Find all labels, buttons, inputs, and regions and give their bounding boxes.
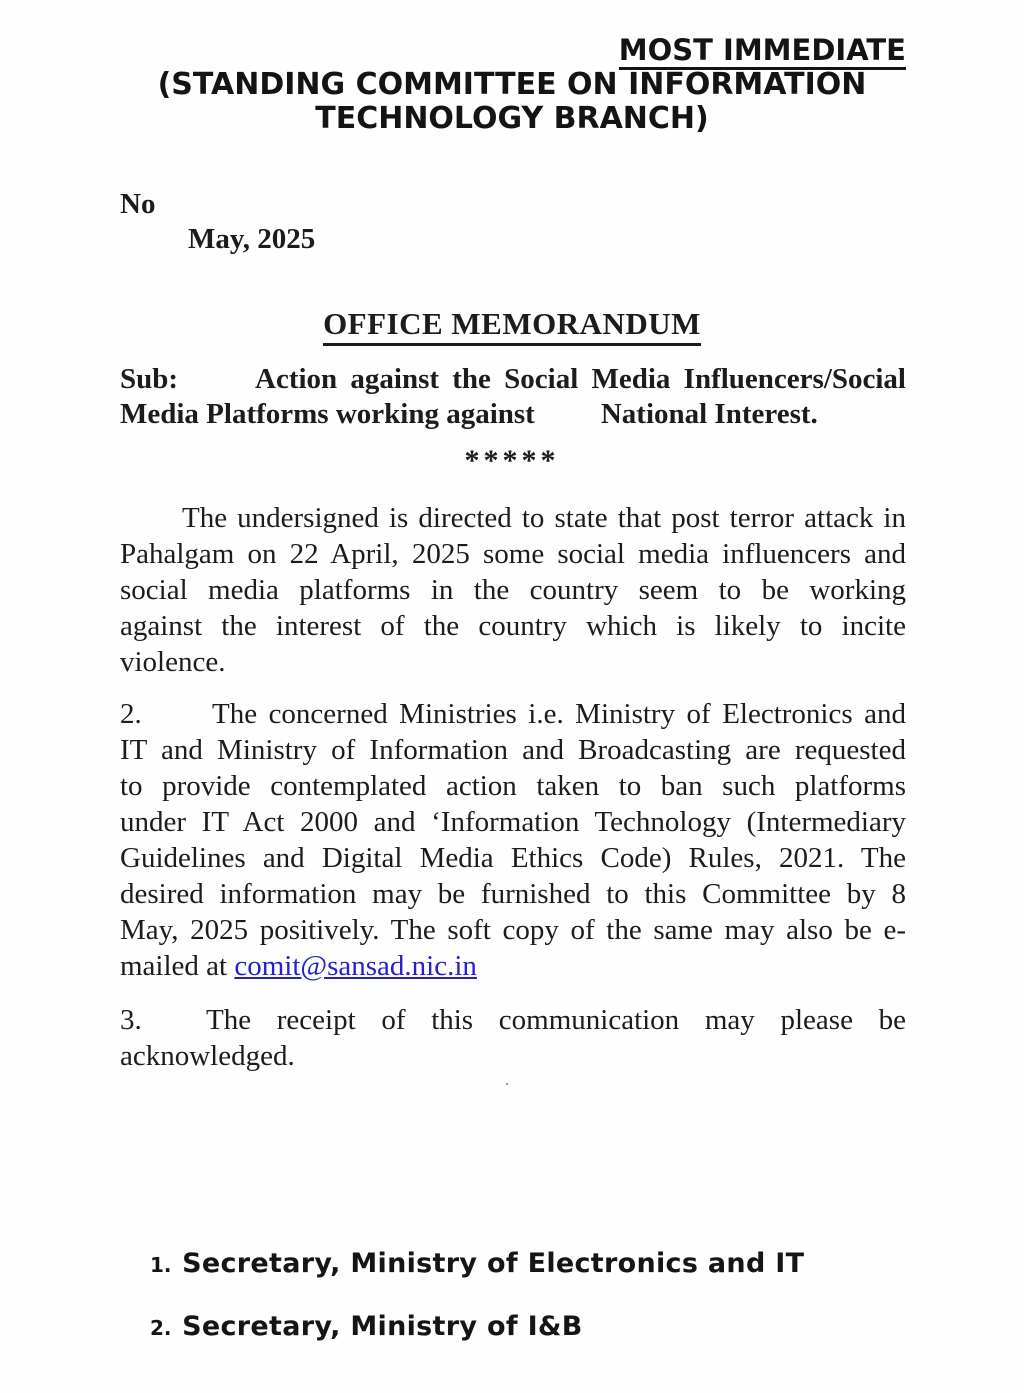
paragraph-3 <box>120 1002 906 1074</box>
memo-title <box>0 306 1024 346</box>
subject-label: Sub: <box>120 363 179 395</box>
paragraph-1-line: Pahalgam on 22 April, 2025 some social media influencers and <box>120 538 906 570</box>
subject-line-1 <box>120 362 906 397</box>
paragraph-2 <box>120 696 906 984</box>
paragraph-2-line <box>120 696 906 732</box>
paragraph-2-line: Guidelines and Digital Media Ethics Code) Rules, 2021. The <box>120 842 906 874</box>
paragraph-2-line: IT and Ministry of Information and Broadcasting are requested <box>120 734 906 766</box>
paragraph-1-line: against the interest of the country which is likely to incite <box>120 610 906 642</box>
paragraph-2-number: 2. <box>120 698 142 730</box>
paragraph-3-number: 3. <box>120 1004 142 1036</box>
recipient-2-number: 2. <box>150 1316 172 1340</box>
paragraph-2-line-text: The concerned Ministries i.e. Ministry of Electronics and <box>212 698 906 730</box>
paragraph-3-line-text: The receipt of this communication may please be <box>206 1004 906 1036</box>
classification-heading <box>619 33 906 70</box>
paragraph-1-line: social media platforms in the country seem to be working <box>120 574 906 606</box>
branch-line-2: TECHNOLOGY BRANCH) <box>315 101 709 136</box>
stray-mark: . <box>505 1072 509 1089</box>
paragraph-2-last-line <box>120 948 906 984</box>
branch-line-1: (STANDING COMMITTEE ON INFORMATION <box>157 67 867 102</box>
recipient-1-number: 1. <box>150 1253 172 1277</box>
date-line: May, 2025 <box>188 223 316 255</box>
subject-gap <box>535 397 601 432</box>
branch-heading <box>0 68 1024 136</box>
paragraph-2-line: desired information may be furnished to this Committee by 8 <box>120 878 906 910</box>
paragraph-2-line: under IT Act 2000 and ‘Information Technology (Intermediary <box>120 806 906 838</box>
subject-line-2a-text: Media Platforms working against <box>120 398 535 430</box>
separator-asterisks: ***** <box>464 444 560 477</box>
paragraph-1 <box>120 500 906 680</box>
paragraph-2-line: to provide contemplated action taken to ban such platforms <box>120 770 906 802</box>
reference-number-label: No <box>120 188 156 220</box>
memo-title-text: OFFICE MEMORANDUM <box>323 308 701 346</box>
classification-text: MOST IMMEDIATE <box>619 35 906 70</box>
paragraph-3-line <box>120 1002 906 1038</box>
paragraph-2-line: May, 2025 positively. The soft copy of the same may also be e- <box>120 914 906 946</box>
paragraph-3-line: acknowledged. <box>120 1040 295 1072</box>
recipient-1-label: Secretary, Ministry of Electronics and IT <box>182 1248 805 1279</box>
subject-line-2b-text: National Interest. <box>600 398 818 430</box>
paragraph-1-line: violence. <box>120 646 226 678</box>
email-prefix-text: mailed at <box>120 950 235 982</box>
recipient-item-1 <box>150 1246 804 1285</box>
recipient-2-label: Secretary, Ministry of I&B <box>182 1311 583 1342</box>
subject-line-2 <box>120 397 906 432</box>
paragraph-1-line: The undersigned is directed to state that post terror attack in <box>182 502 906 534</box>
subject-line-1-text: Action against the Social Media Influencers/Social <box>255 363 906 395</box>
email-link[interactable]: comit@sansad.nic.in <box>234 950 477 982</box>
subject-block <box>120 362 906 432</box>
recipient-item-2 <box>150 1309 804 1348</box>
recipient-list <box>150 1246 804 1372</box>
